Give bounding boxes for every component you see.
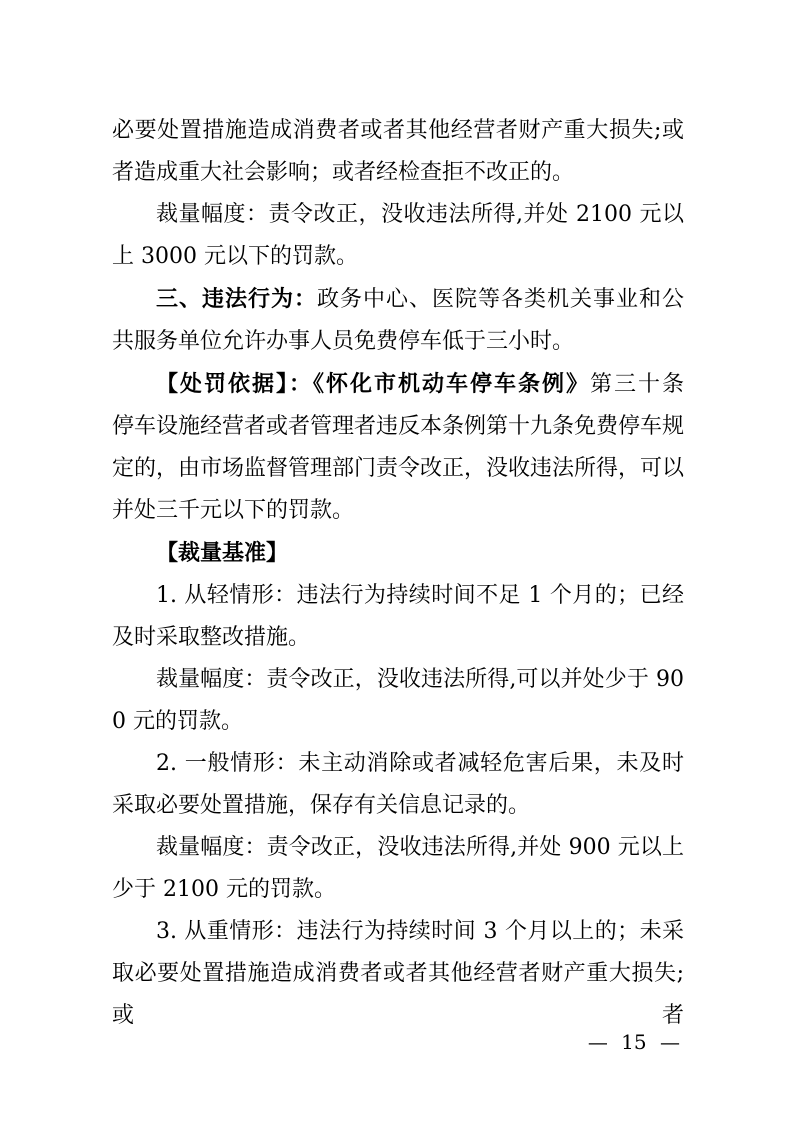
paragraph-text: 裁量幅度：责令改正，没收违法所得,并处 2100 元以上 3000 元以下的罚款。 <box>112 202 684 269</box>
paragraph-severe-case <box>112 911 684 1037</box>
page-number-text: — 15 — <box>587 1030 680 1054</box>
paragraph-discretion-range <box>112 659 684 743</box>
paragraph-violation-3 <box>112 278 684 363</box>
heading-discretion-benchmark <box>112 532 684 575</box>
heading-text: 【裁量基准】 <box>156 540 289 565</box>
heading-violation-label: 三、违法行为： <box>156 286 317 311</box>
paragraph-text: 裁量幅度：责令改正，没收违法所得,并处 900 元以上少于 2100 元的罚款。 <box>112 835 684 902</box>
paragraph-text: 1. 从轻情形：违法行为持续时间不足 1 个月的；已经及时采取整改措施。 <box>112 583 684 650</box>
paragraph-penalty-basis <box>112 363 706 532</box>
paragraph-general-case <box>112 743 684 827</box>
paragraph-text: 第三十条 停车设施经营者或者管理者违反本条例第十九条免费停车规定的，由市场监督管理部门责令改正，没收违法所得，可以并处三千元以下的罚款。 <box>112 372 706 523</box>
paragraph-text: 政务中心、医院等各类机关事业和公共服务单位允许办事人员免费停车低于三小时。 <box>112 287 684 354</box>
heading-penalty-basis-label: 【处罚依据】：《怀化市机动车停车条例》 <box>156 371 590 396</box>
paragraph-continuation <box>112 110 684 194</box>
paragraph-text: 裁量幅度：责令改正，没收违法所得,可以并处少于 900 元的罚款。 <box>112 667 684 734</box>
paragraph-lenient-case <box>112 575 684 659</box>
paragraph-text: 必要处置措施造成消费者或者其他经营者财产重大损失;或者造成重大社会影响；或者经检查拒不改正的。 <box>112 118 684 185</box>
document-body <box>112 110 706 1037</box>
paragraph-text: 2. 一般情形：未主动消除或者减轻危害后果，未及时采取必要处置措施，保存有关信息记录的。 <box>112 751 684 818</box>
paragraph-text: 3. 从重情形：违法行为持续时间 3 个月以上的；未采取必要处置措施造成消费者或者其他经营者财产重大损失;或者 <box>112 919 684 1028</box>
paragraph-discretion-range <box>112 827 684 911</box>
paragraph-discretion-range <box>112 194 684 278</box>
page-number <box>588 1030 680 1054</box>
